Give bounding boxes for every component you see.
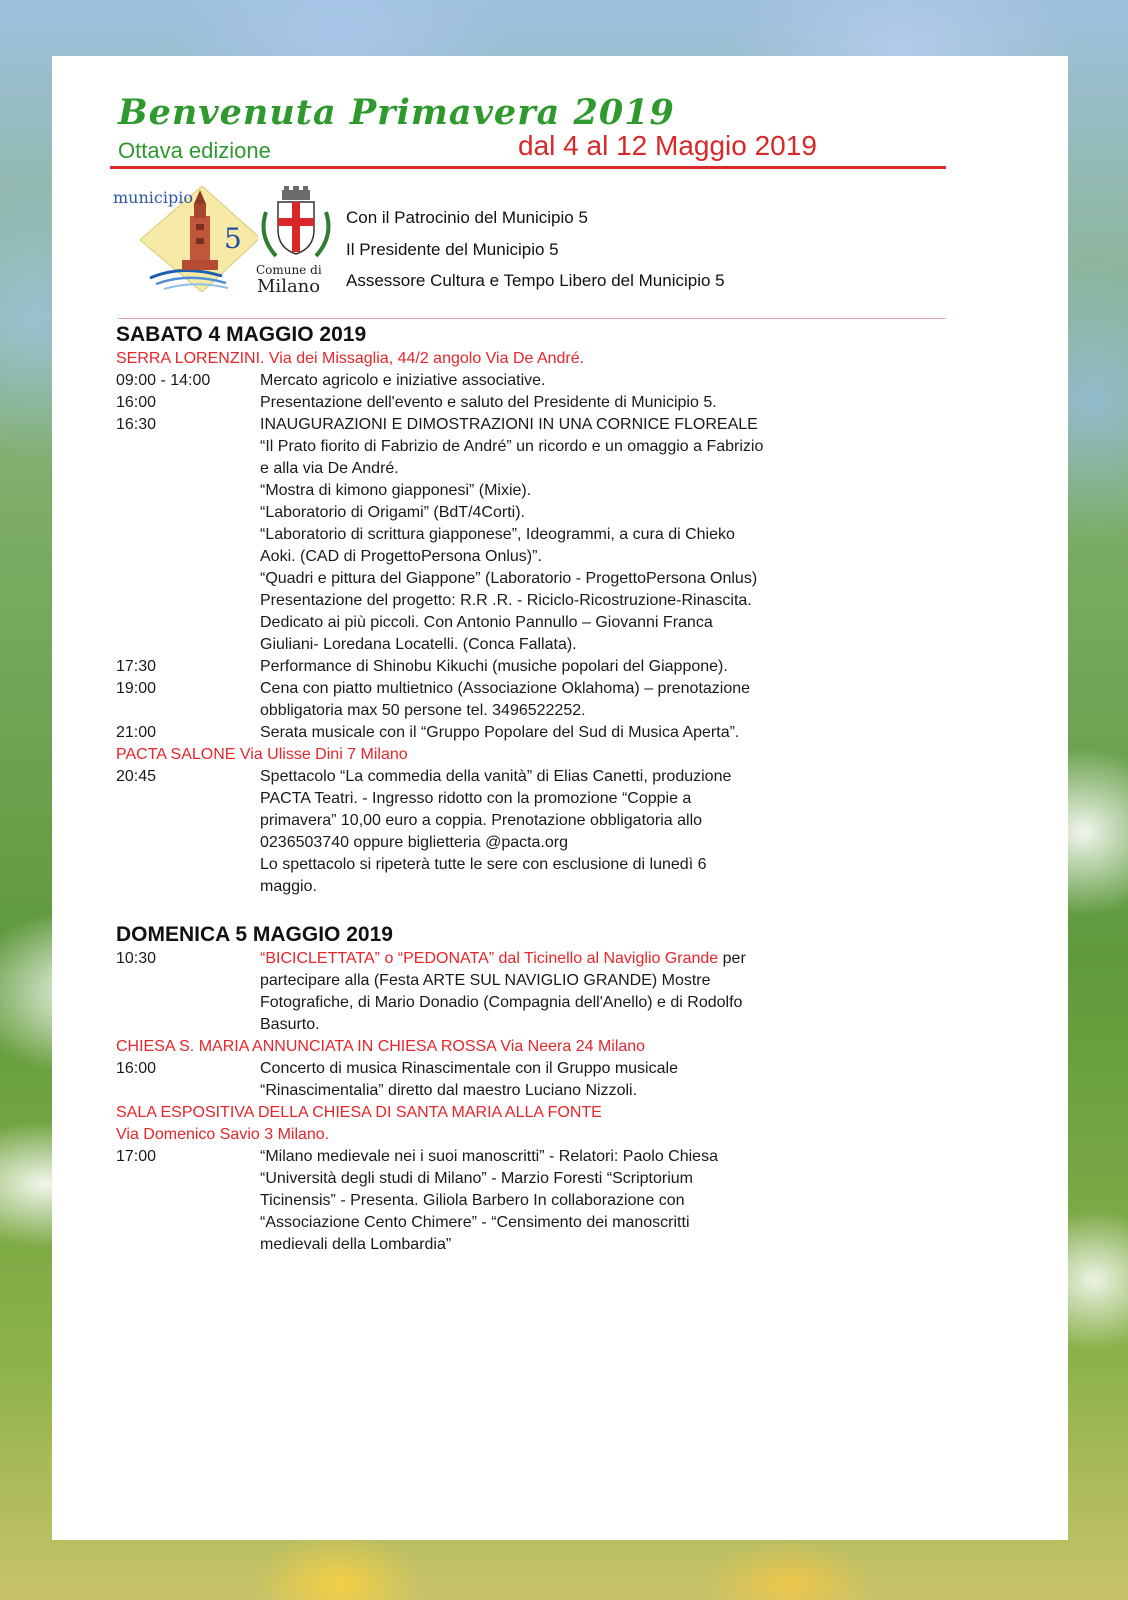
event-line: partecipare alla (Festa ARTE SUL NAVIGLIO GRANDE) Mostre (260, 972, 711, 989)
event-line: Fotografiche, di Mario Donadio (Compagnia dell'Anello) e di Rodolfo (260, 994, 743, 1011)
event-time: 17:00 (116, 1148, 157, 1165)
event-line: Dedicato ai più piccoli. Con Antonio Pannullo – Giovanni Franca (260, 614, 713, 631)
milano-text: Milano (257, 276, 321, 294)
event-description (260, 1146, 1036, 1256)
event-line: obbligatoria max 50 persone tel. 3496522252. (260, 702, 586, 719)
municipio-5-logo (112, 180, 258, 292)
day-heading: DOMENICA 5 MAGGIO 2019 (116, 923, 393, 946)
event-line: “Laboratorio di scrittura giapponese”, Ideogrammi, a cura di Chieko (260, 526, 735, 543)
venue-name: CHIESA S. MARIA ANNUNCIATA IN CHIESA ROSSA Via Neera 24 Milano (116, 1038, 646, 1055)
event-line: 0236503740 oppure biglietteria @pacta.org (260, 834, 569, 851)
event-line: primavera” 10,00 euro a coppia. Prenotazione obbligatoria allo (260, 812, 703, 829)
program-event (116, 678, 1036, 722)
program-event (116, 392, 1036, 414)
program-event (116, 414, 1036, 656)
event-line: Basurto. (260, 1016, 320, 1033)
event-time: 16:30 (116, 416, 157, 433)
event-line: “Il Prato fiorito di Fabrizio de André” un ricordo e un omaggio a Fabrizio (260, 438, 764, 455)
event-description (260, 766, 1036, 898)
municipio-logo-text: municipio (113, 188, 193, 207)
program-event (116, 722, 1036, 744)
event-time: 10:30 (116, 950, 157, 967)
event-line: Performance di Shinobu Kikuchi (musiche popolari del Giappone). (260, 658, 728, 675)
event-description (260, 1058, 1036, 1102)
venue-address: Via Domenico Savio 3 Milano. (116, 1126, 330, 1143)
event-time: 20:45 (116, 768, 157, 785)
event-line: Cena con piatto multietnico (Associazione Oklahoma) – prenotazione (260, 680, 751, 697)
event-line: “Quadri e pittura del Giappone” (Laboratorio - ProgettoPersona Onlus) (260, 570, 758, 587)
patronage-list (346, 202, 725, 297)
event-description (260, 948, 1036, 1036)
day-heading: SABATO 4 MAGGIO 2019 (116, 323, 367, 346)
patronage-line: Il Presidente del Municipio 5 (346, 239, 559, 259)
program-event (116, 656, 1036, 678)
flyer-title: Benvenuta Primavera 2019 (118, 92, 675, 133)
event-description (260, 414, 1036, 656)
event-line: Concerto di musica Rinascimentale con il Gruppo musicale (260, 1060, 678, 1077)
event-line (260, 948, 1036, 970)
event-line: Giuliani- Loredana Locatelli. (Conca Fallata). (260, 636, 577, 653)
event-highlight: “BICICLETTATA” o “PEDONATA” dal Ticinello al Naviglio Grande (260, 950, 719, 967)
venue-name: PACTA SALONE Via Ulisse Dini 7 Milano (116, 746, 408, 763)
venue-name: SALA ESPOSITIVA DELLA CHIESA DI SANTA MARIA ALLA FONTE (116, 1104, 602, 1121)
event-line: Presentazione del progetto: R.R .R. - Riciclo-Ricostruzione-Rinascita. (260, 592, 752, 609)
program-event (116, 1146, 1036, 1256)
event-line: “Laboratorio di Origami” (BdT/4Corti). (260, 504, 525, 521)
event-line: Presentazione dell'evento e saluto del Presidente di Municipio 5. (260, 394, 717, 411)
edition-label: Ottava edizione (118, 138, 271, 163)
event-time: 16:00 (116, 1060, 157, 1077)
flyer-content (52, 56, 1068, 1540)
event-description (260, 678, 1036, 722)
event-line: “Università degli studi di Milano” - Marzio Foresti “Scriptorium (260, 1170, 694, 1187)
event-time: 17:30 (116, 658, 157, 675)
event-time: 19:00 (116, 680, 157, 697)
comune-di-milano-logo (256, 184, 336, 294)
flyer-sheet (52, 56, 1068, 1540)
date-range: dal 4 al 12 Maggio 2019 (518, 130, 817, 161)
event-line: “Milano medievale nei i suoi manoscritti” - Relatori: Paolo Chiesa (260, 1148, 718, 1165)
comune-di-text: Comune di (256, 263, 322, 277)
event-time: 16:00 (116, 394, 157, 411)
event-line-rest: per (718, 950, 746, 967)
program-event (116, 766, 1036, 898)
event-line: Spettacolo “La commedia della vanità” di Elias Canetti, produzione (260, 768, 732, 785)
event-line: Mercato agricolo e iniziative associative. (260, 372, 546, 389)
program-event (116, 1058, 1036, 1102)
event-description (260, 370, 1036, 392)
day-section-saturday (116, 322, 1036, 898)
event-line: maggio. (260, 878, 317, 895)
day-section-sunday (116, 922, 1036, 1256)
event-line: Ticinensis” - Presenta. Giliola Barbero In collaborazione con (260, 1192, 685, 1209)
event-line: Aoki. (CAD di ProgettoPersona Onlus)”. (260, 548, 542, 565)
event-description (260, 656, 1036, 678)
patronage-line: Assessore Cultura e Tempo Libero del Municipio 5 (346, 271, 725, 290)
event-description (260, 722, 1036, 744)
event-description (260, 392, 1036, 414)
header-divider (118, 318, 946, 319)
event-line: “Associazione Cento Chimere” - “Censimento dei manoscritti (260, 1214, 690, 1231)
patronage-line: Con il Patrocinio del Municipio 5 (346, 208, 588, 227)
event-time: 21:00 (116, 724, 157, 741)
event-line: PACTA Teatri. - Ingresso ridotto con la promozione “Coppie a (260, 790, 692, 807)
program-event (116, 370, 1036, 392)
title-underline (110, 166, 946, 169)
event-line: medievali della Lombardia” (260, 1236, 452, 1253)
event-line: INAUGURAZIONI E DIMOSTRAZIONI IN UNA CORNICE FLOREALE (260, 416, 758, 433)
municipio-logo-number: 5 (224, 222, 242, 255)
program-event (116, 948, 1036, 1036)
event-line: Serata musicale con il “Gruppo Popolare del Sud di Musica Aperta”. (260, 724, 740, 741)
event-time: 09:00 - 14:00 (116, 372, 211, 389)
event-line: Lo spettacolo si ripeterà tutte le sere con esclusione di lunedì 6 (260, 856, 707, 873)
event-line: e alla via De André. (260, 460, 399, 477)
event-line: “Mostra di kimono giapponesi” (Mixie). (260, 482, 532, 499)
venue-name: SERRA LORENZINI. Via dei Missaglia, 44/2 angolo Via De André. (116, 350, 585, 367)
program-sections (116, 322, 1036, 1256)
event-line: “Rinascimentalia” diretto dal maestro Luciano Nizzoli. (260, 1082, 638, 1099)
